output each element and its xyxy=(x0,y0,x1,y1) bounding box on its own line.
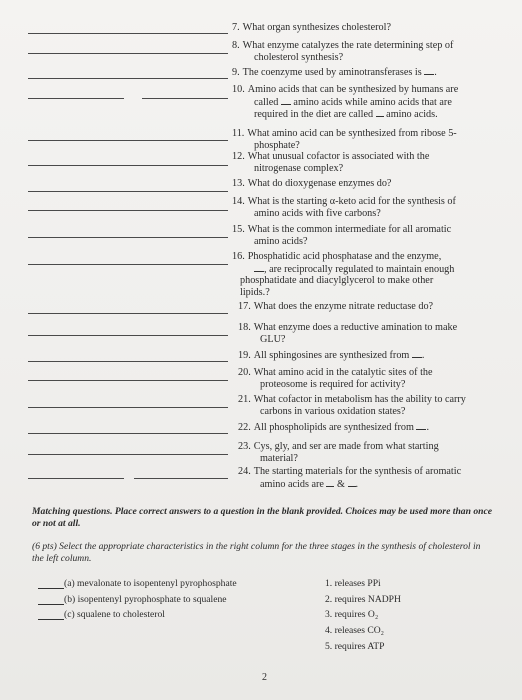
right-item: 2. requires NADPH xyxy=(325,594,401,605)
answer-line-10b[interactable] xyxy=(142,98,228,99)
question-number: 7. xyxy=(232,22,240,33)
matching-heading-text: Matching questions. Place correct answers to a question in the blank provided. Choices may be used more than once or not at all. xyxy=(32,506,492,529)
answer-line-13[interactable] xyxy=(28,191,228,192)
inline-blank[interactable] xyxy=(326,478,334,487)
question-text: What amino acid can be synthesized from ribose 5- xyxy=(247,128,457,139)
question-text: Cys, gly, and ser are made from what starting xyxy=(253,441,439,452)
question-text: Phosphatidic acid phosphatase and the enzyme, xyxy=(247,251,442,262)
answer-line-9[interactable] xyxy=(28,78,228,79)
answer-line-14[interactable] xyxy=(28,210,228,211)
answer-line-15[interactable] xyxy=(28,237,228,238)
question-text: All phospholipids are synthesized from xyxy=(253,422,414,433)
right-item: 5. requires ATP xyxy=(325,641,385,652)
answer-line-17[interactable] xyxy=(28,313,228,314)
question-number: 16. xyxy=(232,251,245,262)
answer-line-24a[interactable] xyxy=(28,478,124,479)
question-text-cont: cholesterol synthesis? xyxy=(254,51,344,63)
answer-line-10a[interactable] xyxy=(28,98,124,99)
question-text: What unusual cofactor is associated with the xyxy=(247,151,430,162)
question-text: What amino acid in the catalytic sites of the xyxy=(253,367,433,378)
left-item: (b) isopentenyl pyrophosphate to squalene xyxy=(64,594,227,605)
question-number: 18. xyxy=(238,322,251,333)
question-number: 11. xyxy=(232,128,245,139)
answer-line-7[interactable] xyxy=(28,33,228,34)
question-text-cont: amino acids. xyxy=(386,109,438,121)
question-text: What is the common intermediate for all aromatic xyxy=(247,224,452,235)
answer-line-20[interactable] xyxy=(28,380,228,381)
inline-blank[interactable] xyxy=(348,478,356,487)
question-text-cont: lipids.? xyxy=(240,286,270,298)
question-number: 10. xyxy=(232,84,245,95)
question-number: 13. xyxy=(232,178,245,189)
question-text: What organ synthesizes cholesterol? xyxy=(242,22,391,33)
inline-blank[interactable] xyxy=(424,66,434,75)
question-number: 19. xyxy=(238,350,251,361)
question-text-cont: phosphate? xyxy=(254,139,300,151)
question-text: What enzyme does a reductive amination to make xyxy=(253,322,458,333)
inline-blank[interactable] xyxy=(376,108,384,117)
answer-line-19[interactable] xyxy=(28,361,228,362)
match-answer-blank-b[interactable] xyxy=(38,604,64,605)
question-text-cont: amino acids? xyxy=(254,235,308,247)
answer-line-12[interactable] xyxy=(28,165,228,166)
question-text-cont: material? xyxy=(260,452,298,464)
right-item: 1. releases PPi xyxy=(325,578,381,589)
left-item: (a) mevalonate to isopentenyl pyrophosphate xyxy=(64,578,237,589)
answer-line-24b[interactable] xyxy=(134,478,228,479)
question-number: 12. xyxy=(232,151,245,162)
worksheet-page: 7. What organ synthesizes cholesterol? 8. What enzyme catalyzes the rate determining step of cholesterol synthesis? 9. The coenzyme used by aminotransferases is . 10. Amino acids that can be synthesized by humans are called amino acids while amino acids that are required in the diet are called amino acids. 11. What amino acid can be synthesized from ribose 5- phosphate? 12. What unusual cofactor is associated with the nitrogenase complex? 13. What do dioxygenase enzymes do? 14. What is the starting α-keto acid for the synthesis of amino acids with five carbons? 15. What is the common intermediate for all aromatic amino acids? 16. Phosphatidic acid phosphatase and the enzyme, , are reciprocally regulated to maintain enough phosphatidate and diacylglycerol to make other lipids.? 17. What does the enzyme nitrate reductase do? 18. What enzyme does a reductive amination to make GLU? 19. All sphingosines are synthesized from . 20. What amino acid in the catalytic sites of the proteosome is required for activity? 21. What cofactor in metabolism has the ability to carry carbons in various oxidation states? 22. All phospholipids are synthesized from . 23. Cys, gly, and ser are made from what starting material? 24. The starting materials for the synthesis of aromatic amino acids are & . Matching questions. Place correct answers to a question in the blank provided. Choices may be used more than once or not at all. (6 pts) Select the appropriate characteristics in the right column for the three stages in the synthesis of cholesterol in the left column. (a) mevalonate to isopentenyl pyrophosphate 1. releases PPi (b) isopentenyl pyrophosphate to squalene 2. requires NADPH (c) squalene to cholesterol 3. requires O₂ 4. releases CO₂ 5. requires ATP 2 xyxy=(0,0,522,700)
answer-line-22[interactable] xyxy=(28,433,228,434)
answer-line-8[interactable] xyxy=(28,53,228,54)
question-text: What cofactor in metabolism has the ability to carry xyxy=(253,394,466,405)
answer-line-11[interactable] xyxy=(28,140,228,141)
right-item: 3. requires O₂ xyxy=(325,609,379,620)
matching-prompt: (6 pts) Select the appropriate characteristics in the right column for the three stages in the synthesis of cholesterol in the left column. xyxy=(32,541,481,564)
question-text-cont: required in the diet are called xyxy=(254,109,374,121)
question-text-cont: amino acids are xyxy=(260,478,324,490)
answer-line-21[interactable] xyxy=(28,407,228,408)
question-number: 24. xyxy=(238,466,251,477)
question-number: 9. xyxy=(232,67,240,78)
question-text-cont: amino acids while amino acids that are xyxy=(293,96,452,108)
match-answer-blank-c[interactable] xyxy=(38,619,64,620)
question-text-cont: called xyxy=(254,96,279,108)
question-text-cont: , are reciprocally regulated to maintain enough xyxy=(264,263,455,275)
question-text: The starting materials for the synthesis of aromatic xyxy=(253,466,462,477)
question-text: Amino acids that can be synthesized by humans are xyxy=(247,84,459,95)
answer-line-18[interactable] xyxy=(28,335,228,336)
inline-blank[interactable] xyxy=(281,96,291,105)
page-number: 2 xyxy=(262,672,267,683)
question-number: 21. xyxy=(238,394,251,405)
question-number: 8. xyxy=(232,40,240,51)
matching-heading xyxy=(32,506,492,529)
question-number: 15. xyxy=(232,224,245,235)
answer-line-16[interactable] xyxy=(28,264,228,265)
answer-line-23[interactable] xyxy=(28,454,228,455)
question-number: 20. xyxy=(238,367,251,378)
inline-blank[interactable] xyxy=(412,349,422,358)
question-text: What do dioxygenase enzymes do? xyxy=(247,178,392,189)
question-number: 23. xyxy=(238,441,251,452)
question-text: What is the starting α-keto acid for the synthesis of xyxy=(247,196,456,207)
question-text-cont: GLU? xyxy=(260,333,286,345)
question-text-cont: proteosome is required for activity? xyxy=(260,378,406,390)
match-answer-blank-a[interactable] xyxy=(38,588,64,589)
left-item: (c) squalene to cholesterol xyxy=(64,609,165,620)
question-text-cont: nitrogenase complex? xyxy=(254,162,344,174)
question-number: 17. xyxy=(238,301,251,312)
question-text: What does the enzyme nitrate reductase do? xyxy=(253,301,434,312)
question-number: 22. xyxy=(238,422,251,433)
right-item: 4. releases CO₂ xyxy=(325,625,385,636)
question-text-cont: carbons in various oxidation states? xyxy=(260,405,406,417)
question-text-cont: & xyxy=(337,478,345,490)
question-text: The coenzyme used by aminotransferases is xyxy=(242,67,422,78)
inline-blank[interactable] xyxy=(254,263,264,272)
question-text-cont: amino acids with five carbons? xyxy=(254,207,381,219)
inline-blank[interactable] xyxy=(416,421,426,430)
question-number: 14. xyxy=(232,196,245,207)
question-text-cont: phosphatidate and diacylglycerol to make other xyxy=(240,275,434,287)
question-text: What enzyme catalyzes the rate determining step of xyxy=(242,40,454,51)
question-text: All sphingosines are synthesized from xyxy=(253,350,410,361)
